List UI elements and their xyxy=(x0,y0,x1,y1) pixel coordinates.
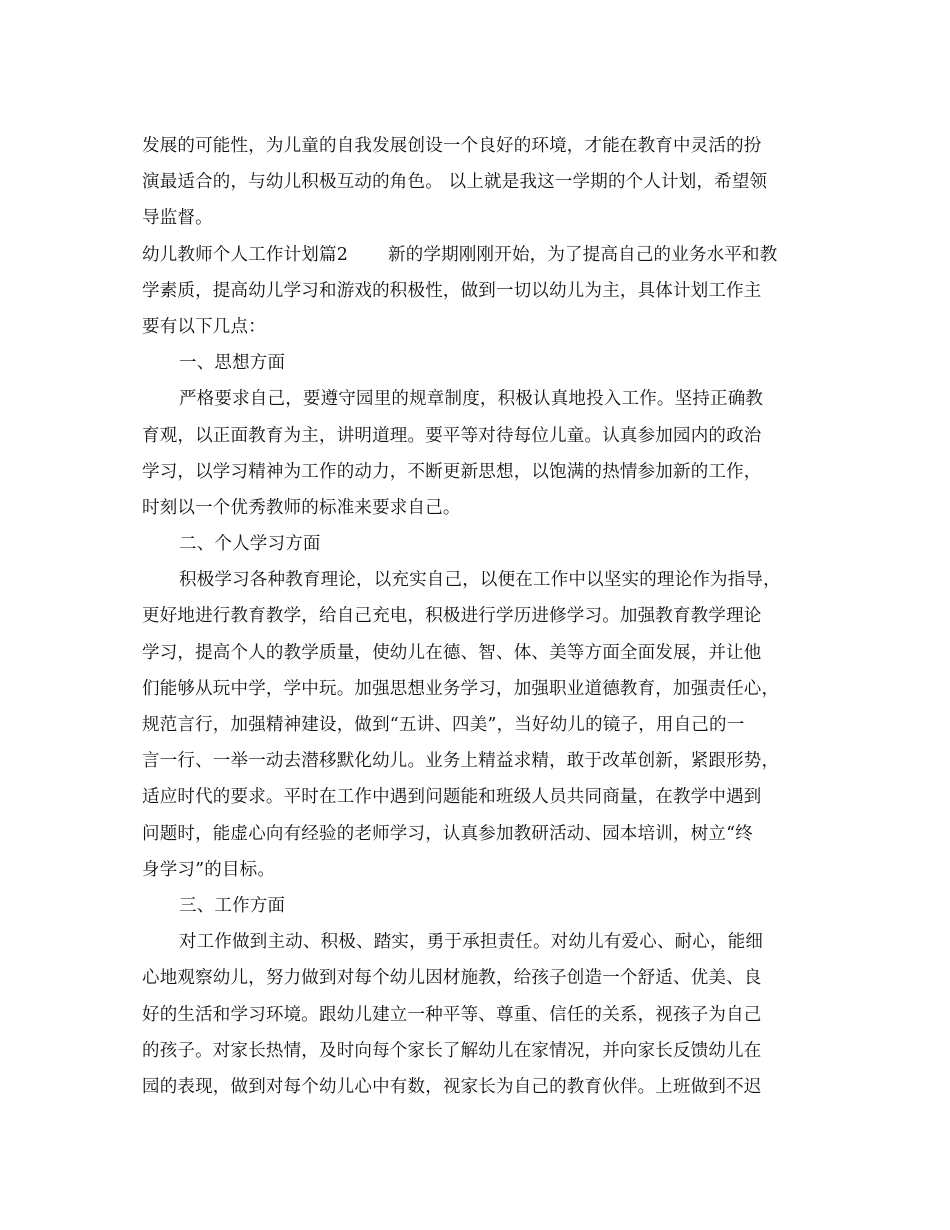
text-line: 们能够从玩中学，学中玩。加强思想业务学习，加强职业道德教育，加强责任心， xyxy=(142,678,780,699)
text-line: 适应时代的要求。平时在工作中遇到问题能和班级人员共同商量，在教学中遇到 xyxy=(142,787,762,808)
text-line: 育观，以正面教育为主，讲明道理。要平等对待每位儿童。认真参加园内的政治 xyxy=(142,425,762,446)
section-heading-thought: 一、思想方面 xyxy=(179,353,286,374)
text-line: 心地观察幼儿，努力做到对每个幼儿因材施教，给孩子创造一个舒适、优美、良 xyxy=(142,968,762,989)
section-heading-study: 二、个人学习方面 xyxy=(179,534,321,555)
text-line: 规范言行，加强精神建设，做到“五讲、四美”，当好幼儿的镜子，用自己的一 xyxy=(142,715,745,735)
text-line: 导监督。 xyxy=(142,208,213,229)
text-line: 好的生活和学习环境。跟幼儿建立一种平等、尊重、信任的关系，视孩子为自己 xyxy=(142,1004,762,1025)
text-line: 更好地进行教育教学，给自己充电，积极进行学历进修学习。加强教育教学理论 xyxy=(142,606,762,627)
text-line: 新的学期刚刚开始，为了提高自己的业务水平和教 xyxy=(388,244,778,265)
text-line: 的孩子。对家长热情，及时向每个家长了解幼儿在家情况，并向家长反馈幼儿在 xyxy=(142,1040,762,1061)
text-line: 园的表现，做到对每个幼儿心中有数，视家长为自己的教育伙伴。上班做到不迟 xyxy=(142,1076,762,1097)
document-body xyxy=(142,128,822,1105)
text-line: 言一行、一举一动去潜移默化幼儿。业务上精益求精，敢于改革创新，紧跟形势， xyxy=(142,751,780,772)
text-line: 身学习”的目标。 xyxy=(142,859,276,880)
text-line: 发展的可能性，为儿童的自我发展创设一个良好的环境，才能在教育中灵活的扮 xyxy=(142,136,762,156)
text-line: 学习，以学习精神为工作的动力，不断更新思想，以饱满的热情参加新的工作， xyxy=(142,461,762,482)
text-line: 要有以下几点： xyxy=(142,316,266,337)
text-line: 严格要求自己，要遵守园里的规章制度，积极认真地投入工作。坚持正确教 xyxy=(179,389,764,410)
text-line: 积极学习各种教育理论，以充实自己，以便在工作中以坚实的理论作为指导， xyxy=(179,570,781,591)
text-line: 问题时，能虚心向有经验的老师学习，认真参加教研活动、园本培训，树立“终 xyxy=(142,823,753,844)
section-heading-work: 三、工作方面 xyxy=(179,895,286,916)
text-line: 演最适合的，与幼儿积极互动的角色。 以上就是我这一学期的个人计划，希望领 xyxy=(142,172,768,193)
text-line: 学素质，提高幼儿学习和游戏的积极性，做到一切以幼儿为主，具体计划工作主 xyxy=(142,280,762,301)
text-line: 对工作做到主动、积极、踏实，勇于承担责任。对幼儿有爱心、耐心，能细 xyxy=(179,932,764,953)
section-heading-line xyxy=(142,237,822,273)
text-line: 时刻以一个优秀教师的标准来要求自己。 xyxy=(142,497,461,518)
plan-title: 幼儿教师个人工作计划篇2 xyxy=(142,244,349,265)
text-line: 学习，提高个人的教学质量，使幼儿在德、智、体、美等方面全面发展，并让他 xyxy=(142,642,762,663)
